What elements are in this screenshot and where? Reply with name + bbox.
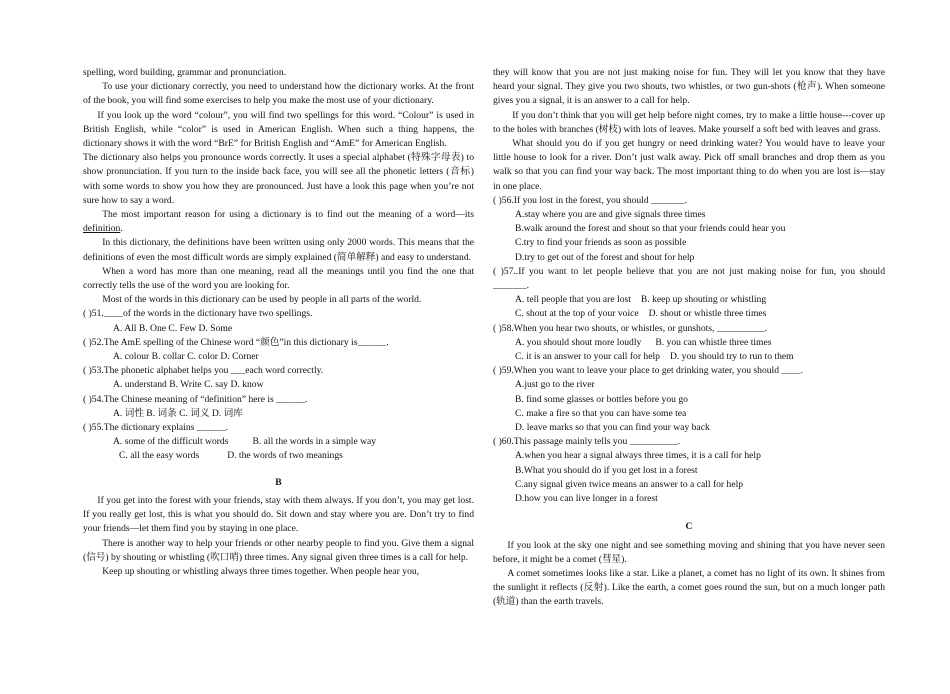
paragraph-reason <box>83 208 474 236</box>
option-d: D. you should try to run to them <box>669 351 794 363</box>
option-b: B. keep up shouting or whistling <box>640 294 767 306</box>
question-57: ( )57..If you want to let people believe that you are not just making noise for fun, you should _______. <box>493 265 885 292</box>
question-55-options-ab <box>83 435 474 449</box>
reason-end: . <box>120 223 123 235</box>
option-c: C. shout at the top of your voice <box>515 308 639 320</box>
question-57-options-ab <box>493 293 885 307</box>
right-column <box>493 66 885 610</box>
paragraph-spelling: spelling, word building, grammar and pronunciation. <box>83 67 287 78</box>
question-58: ( )58.When you hear two shouts, or whistles, or gunshots, __________. <box>493 322 768 334</box>
question-58-options-cd <box>493 350 885 364</box>
option-c: C. all the easy words <box>119 450 200 462</box>
question-55: ( )55.The dictionary explains ______. <box>83 422 228 434</box>
paragraph-b2: There is another way to help your friends or other nearby people to find you. Give them a signal (信号) by shouting or whistling (吹口哨) three times. Any signal given three times is a call for help. <box>83 537 474 563</box>
question-52: ( )52.The AmE spelling of the Chinese word “颜色”in this dictionary is______. <box>83 336 389 348</box>
paragraph-most-words: Most of the words in this dictionary can be used by people in all parts of the world. <box>102 294 422 306</box>
option-b: B. all the words in a simple way <box>252 436 377 448</box>
paragraph-night: If you don’t think that you will get help before night comes, try to make a little house---cover up to the holes with branches (树枝) with lots of leaves. Make yourself a soft bed with leaves and grass. <box>493 109 885 135</box>
question-53: ( )53.The phonetic alphabet helps you ___each word correctly. <box>83 365 324 377</box>
option-d: D. shout or whistle three times <box>648 308 767 320</box>
option-b: B. you can whistle three times <box>655 336 772 348</box>
paragraph-c1: If you look at the sky one night and see something moving and shining that you have never seen before, it might be a comet (彗星). <box>493 539 885 565</box>
paragraph-b1: If you get into the forest with your friends, stay with them always. If you don’t, you may get lost. If you really get lost, this is what you should do. Sit down and stay where you are. Don’t try to find your friends—let them find you by staying in one place. <box>83 494 474 535</box>
section-b-title: B <box>275 476 282 488</box>
paragraph-hungry: What should you do if you get hungry or need drinking water? You would have to leave your little house to look for a river. Don’t just walk away. Pick off small branches and drop them as you walk so that you can find your way back. The most important thing to do when you are lost is—stay in one place. <box>493 138 885 192</box>
question-56-option: B.walk around the forest and shout so that your friends could hear you <box>515 223 786 235</box>
paragraph-pronounce: The dictionary also helps you pronounce words correctly. It uses a special alphabet (特殊字母表) to show pronunciation. If you turn to the inside back face, you will see all the phonetic letters (音标) with some words to show you how they are pronounced. Just have a look this page when you’re not sure how to say a word. <box>83 152 474 206</box>
question-51: ( )51.____of the words in the dictionary have two spellings. <box>83 308 313 320</box>
question-54: ( )54.The Chinese meaning of “definition” here is ______. <box>83 393 308 405</box>
question-60: ( )60.This passage mainly tells you __________. <box>493 436 681 448</box>
question-59-option: B. find some glasses or bottles before you go <box>515 393 688 405</box>
question-58-options-ab <box>493 336 885 350</box>
question-52-options: A. colour B. collar C. color D. Corner <box>113 351 259 363</box>
question-55-options-cd <box>83 449 474 463</box>
reason-text: The most important reason for using a dictionary is to find out the meaning of a word—its <box>102 209 474 221</box>
question-57-options-cd <box>493 307 885 321</box>
question-60-option: B.What you should do if you get lost in a forest <box>515 464 698 476</box>
left-column <box>83 66 474 579</box>
question-59-option: A.just go to the river <box>515 379 595 391</box>
option-c: C. it is an answer to your call for help <box>515 351 660 363</box>
paragraph-b3: Keep up shouting or whistling always three times together. When people hear you, <box>102 565 420 577</box>
question-54-options: A. 词性 B. 词条 C. 词义 D. 词库 <box>113 407 243 419</box>
section-c-title: C <box>685 521 693 533</box>
definition-word: definition <box>83 223 121 235</box>
paragraph-c2: A comet sometimes looks like a star. Like a planet, a comet has no light of its own. It shines from the sunlight it reflects (反射). Like the earth, a comet goes round the sun, but on a much longer path (轨道) than the earth travels. <box>493 567 885 608</box>
question-59-option: C. make a fire so that you can have some tea <box>515 407 687 419</box>
question-56-option: D.try to get out of the forest and shout for help <box>515 251 695 263</box>
question-60-option: C.any signal given twice means an answer to a call for help <box>515 478 744 490</box>
paragraph-meanings: When a word has more than one meaning, read all the meanings until you find the one that correctly tells the use of the word you are looking for. <box>83 265 474 292</box>
option-a: A. you should shout more loudly <box>515 336 642 348</box>
option-d: D. the words of two meanings <box>227 450 343 462</box>
question-51-options: A. All B. One C. Few D. Some <box>113 322 233 334</box>
question-56-option: C.try to find your friends as soon as possible <box>515 237 687 249</box>
question-56: ( )56.If you lost in the forest, you should _______. <box>493 194 687 206</box>
question-59: ( )59.When you want to leave your place to get drinking water, you should ____. <box>493 365 804 377</box>
paragraph-use-dictionary: To use your dictionary correctly, you need to understand how the dictionary works. At the front of the book, you will find some exercises to help you make the most use of your dictionary. <box>83 81 474 107</box>
option-a: A. tell people that you are lost <box>515 294 631 306</box>
question-60-option: D.how you can live longer in a forest <box>515 493 658 505</box>
paragraph-definitions: In this dictionary, the definitions have been written using only 2000 words. This means that the definitions of even the most difficult words are simply explained (简单解释) and easy to understand. <box>83 237 474 263</box>
option-a: A. some of the difficult words <box>113 436 229 448</box>
question-59-option: D. leave marks so that you can find your way back <box>515 422 710 434</box>
question-53-options: A. understand B. Write C. say D. know <box>113 379 264 391</box>
paragraph-colour: If you look up the word “colour”, you will find two spellings for this word. “Colour” is used in British English, while “color” is used in American English. When such a thing happens, the dictionary shows it with the word “BrE” for British English and “AmE” for American English. <box>83 109 474 150</box>
paragraph-continued: they will know that you are not just making noise for fun. They will let you know that they have heard your signal. They give you two shouts, two whistles, or two gun-shots (枪声). When someone gives you a signal, it is an answer to a call for help. <box>493 67 885 107</box>
question-56-option: A.stay where you are and give signals three times <box>515 209 706 221</box>
question-60-option: A.when you hear a signal always three times, it is a call for help <box>515 450 761 462</box>
